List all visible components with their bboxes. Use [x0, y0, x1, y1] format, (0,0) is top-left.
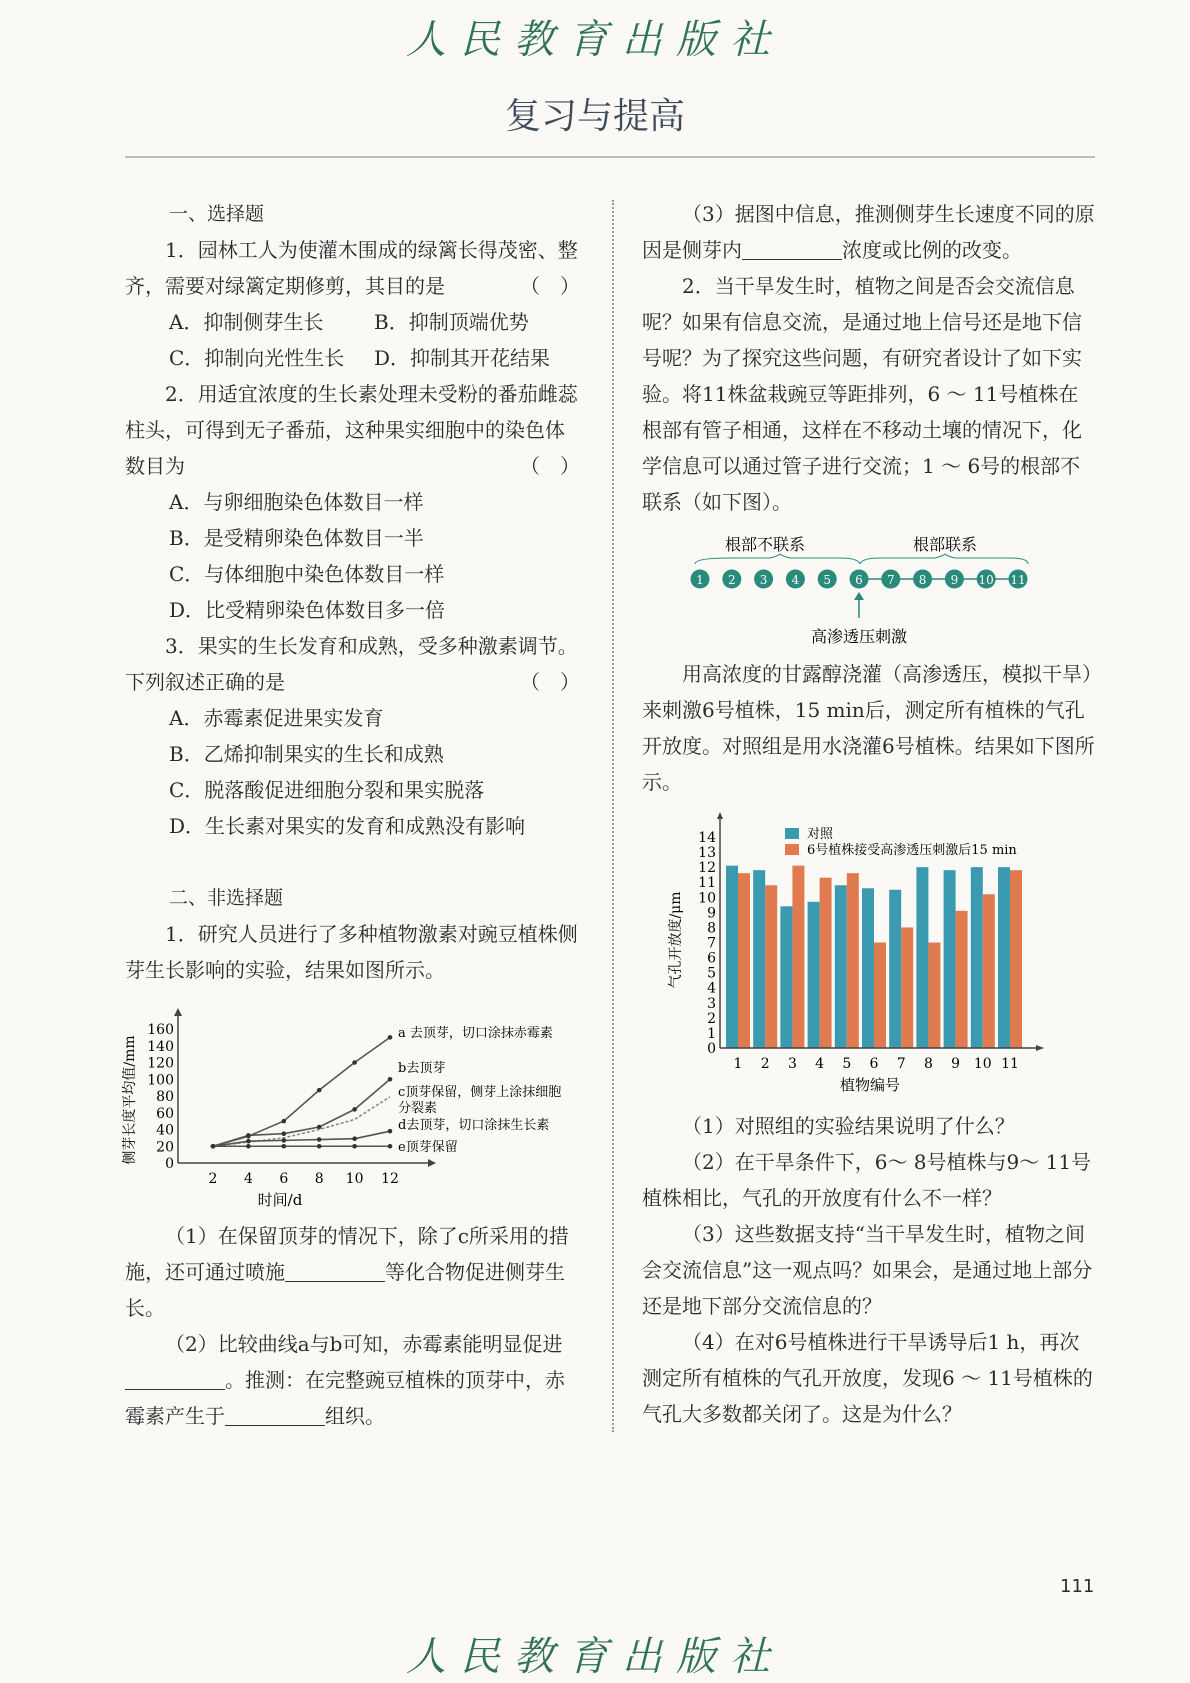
- legend-label: 对照: [807, 827, 834, 842]
- bar-chart: [660, 810, 1080, 1100]
- question-1: 1．园林工人为使灌木围成的绿篱长得茂密、整齐，需要对绿篱定期修剪，其目的是 （ ）: [125, 238, 580, 298]
- bar-treated-6: [874, 943, 886, 1048]
- column-divider: [612, 200, 614, 1432]
- y-tick-label: 11: [698, 875, 716, 892]
- x-tick-label: 3: [787, 1056, 797, 1072]
- line-chart: [120, 1000, 600, 1225]
- page-number: 111: [1060, 1576, 1095, 1597]
- y-tick-label: 120: [147, 1055, 174, 1072]
- x-tick-label: 4: [243, 1171, 253, 1187]
- data-point: [317, 1137, 322, 1142]
- bar-control-6: [862, 888, 874, 1048]
- y-tick-label: 5: [707, 965, 716, 982]
- title-rule: [125, 156, 1095, 158]
- q1-options: A．抑制侧芽生长 B．抑制顶端优势 C．抑制向光性生长 D．抑制其开花结果: [169, 310, 551, 370]
- bar-treated-10: [983, 894, 995, 1048]
- data-point: [246, 1144, 251, 1149]
- section-heading-nonchoice: 二、非选择题: [169, 887, 284, 909]
- y-tick-label: 140: [147, 1038, 174, 1055]
- answer-blank: [225, 1403, 325, 1426]
- plant-number: 5: [823, 573, 832, 587]
- label-connected: 根部联系: [912, 535, 978, 554]
- bar-treated-11: [1010, 870, 1022, 1048]
- bar-treated-7: [901, 927, 913, 1048]
- plant-number: 11: [1010, 573, 1026, 587]
- publisher-logo-bottom: 人民教育出版社: [406, 1634, 784, 1680]
- bar-control-10: [971, 867, 983, 1048]
- publisher-logo-top: 人民教育出版社: [406, 17, 784, 63]
- y-tick-label: 12: [698, 860, 716, 877]
- legend-swatch: [785, 844, 799, 855]
- bar-treated-8: [928, 943, 940, 1048]
- x-tick-label: 10: [345, 1171, 364, 1187]
- right-column: [642, 196, 1097, 520]
- subquestion-2: （2）比较曲线a与b可知，赤霉素能明显促进。推测：在完整豌豆植株的顶芽中，赤霉素产生于 组织。: [125, 1332, 565, 1428]
- subquestion-1: （1）在保留顶芽的情况下，除了c所采用的措施，还可通过喷施 等化合物促进侧芽生长。: [125, 1224, 569, 1320]
- y-tick-label: 13: [698, 845, 716, 862]
- brace-left: [695, 554, 860, 564]
- x-tick-label: 8: [314, 1171, 324, 1187]
- bar-treated-5: [847, 873, 859, 1048]
- y-tick-label: 9: [707, 905, 716, 922]
- bar-control-7: [889, 890, 901, 1048]
- x-tick-label: 4: [815, 1056, 825, 1072]
- plant-number: 6: [855, 573, 863, 587]
- bar-control-5: [835, 885, 847, 1048]
- x-tick-label: 11: [1001, 1056, 1019, 1072]
- bar-control-4: [808, 902, 820, 1048]
- brace-right: [860, 554, 1028, 564]
- stimulus-label: 高渗透压刺激: [810, 627, 908, 646]
- analysis-question: （3）这些数据支持“当干旱发生时，植物之间会交流信息”这一观点吗？如果会，是通过地上部分还是地下部分交流信息的？: [642, 1222, 1093, 1318]
- section-heading-choice: 一、选择题: [169, 203, 265, 225]
- bar-control-11: [998, 867, 1010, 1048]
- data-point: [211, 1144, 216, 1149]
- nonchoice-question-1: 1．研究人员进行了多种植物激素对豌豆植株侧芽生长影响的实验，结果如图所示。: [125, 922, 578, 982]
- plant-number: 1: [696, 573, 704, 587]
- y-tick-label: 0: [707, 1041, 716, 1057]
- y-axis-arrow: [174, 1008, 182, 1016]
- y-tick-label: 7: [707, 935, 716, 952]
- y-tick-label: 3: [707, 995, 716, 1012]
- bar-control-8: [916, 867, 928, 1048]
- data-point: [388, 1129, 393, 1134]
- plant-number: 8: [918, 573, 927, 587]
- y-axis-label: 侧芽长度平均值/mm: [122, 1035, 138, 1165]
- data-point: [317, 1144, 322, 1149]
- y-tick-label: 6: [707, 950, 716, 967]
- y-tick-label: 2: [707, 1010, 716, 1027]
- data-point: [317, 1088, 322, 1093]
- q2-option: A．与卵细胞染色体数目一样: [169, 490, 424, 514]
- analysis-question: （1）对照组的实验结果说明了什么？: [682, 1114, 1015, 1138]
- q3-option: D．生长素对果实的发育和成熟没有影响: [169, 814, 526, 838]
- bar-treated-4: [820, 878, 832, 1048]
- plant-number: 9: [950, 573, 959, 587]
- right-column-mid: [642, 656, 1097, 800]
- data-point: [388, 1035, 393, 1040]
- data-point: [317, 1125, 322, 1130]
- legend-swatch: [785, 828, 799, 839]
- left-column-bottom: [125, 1218, 580, 1434]
- y-tick-label: 20: [156, 1139, 174, 1156]
- y-tick-label: 40: [156, 1122, 174, 1139]
- y-tick-label: 1: [707, 1025, 716, 1042]
- bar-control-1: [726, 866, 738, 1048]
- data-point: [352, 1144, 357, 1149]
- q3-option: A．赤霉素促进果实发育: [169, 706, 384, 730]
- bar-control-3: [780, 906, 792, 1048]
- question-3: 3．果实的生长发育和成熟，受多种激素调节。下列叙述正确的是 （ ）: [125, 634, 580, 694]
- plant-number: 4: [791, 573, 800, 587]
- answer-blank: [285, 1259, 385, 1282]
- y-tick-label: 10: [698, 890, 716, 907]
- label-not-connected: 根部不联系: [724, 535, 806, 554]
- x-tick-label: 6: [869, 1056, 879, 1072]
- right-column-bottom: [642, 1108, 1097, 1432]
- q2-option: B．是受精卵染色体数目一半: [169, 526, 424, 550]
- y-tick-label: 0: [165, 1156, 174, 1172]
- x-tick-label: 7: [896, 1056, 906, 1072]
- plant-arrangement-diagram: [680, 520, 1060, 650]
- page-title: 复习与提高: [504, 96, 685, 137]
- data-point: [282, 1144, 287, 1149]
- x-axis-label: 时间/d: [257, 1191, 303, 1209]
- x-tick-label: 5: [842, 1056, 852, 1072]
- plant-number: 3: [759, 573, 768, 587]
- x-axis-label: 植物编号: [839, 1076, 901, 1094]
- x-axis-arrow: [428, 1159, 436, 1167]
- y-tick-label: 8: [707, 920, 716, 937]
- experiment-description: 用高浓度的甘露醇浇灌（高渗透压，模拟干旱）来刺激6号植株，15 min后，测定所有植株的气孔开放度。对照组是用水浇灌6号植株。结果如下图所示。: [642, 662, 1095, 794]
- subquestion-3: （3）据图中信息，推测侧芽生长速度不同的原因是侧芽内 浓度或比例的改变。: [642, 202, 1095, 262]
- series-label: c顶芽保留，侧芽上涂抹细胞: [398, 1085, 562, 1100]
- bar-control-9: [944, 870, 956, 1048]
- data-point: [388, 1144, 393, 1149]
- bar-treated-9: [956, 911, 968, 1048]
- data-point: [282, 1119, 287, 1124]
- x-tick-label: 6: [279, 1171, 289, 1187]
- y-tick-label: 80: [156, 1089, 174, 1105]
- answer-blank: [125, 1367, 225, 1390]
- y-axis-label: 气孔开放度/μm: [668, 891, 684, 989]
- data-point: [282, 1131, 287, 1136]
- series-label: b去顶芽: [398, 1061, 446, 1076]
- x-tick-label: 9: [951, 1056, 961, 1072]
- y-tick-label: 60: [156, 1105, 174, 1122]
- y-tick-label: 4: [707, 980, 716, 997]
- data-point: [352, 1136, 357, 1141]
- bar-treated-2: [765, 885, 777, 1048]
- plant-number: 7: [886, 573, 895, 587]
- data-point: [352, 1060, 357, 1065]
- left-column: [125, 196, 580, 988]
- q3-option: B．乙烯抑制果实的生长和成熟: [169, 742, 444, 766]
- analysis-question: （4）在对6号植株进行干旱诱导后1 h，再次测定所有植株的气孔开放度，发现6 ～ 11号植株的气孔大多数都关闭了。这是为什么？: [642, 1330, 1093, 1426]
- y-tick-label: 14: [698, 830, 716, 847]
- data-point: [282, 1138, 287, 1143]
- x-tick-label: 12: [381, 1171, 399, 1187]
- q2-option: D．比受精卵染色体数目多一倍: [169, 598, 446, 622]
- series-label-cont: 分裂素: [398, 1101, 438, 1116]
- plant-number: 2: [727, 573, 736, 587]
- q3-option: C．脱落酸促进细胞分裂和果实脱落: [169, 778, 485, 802]
- legend-label: 6号植株接受高渗透压刺激后15 min: [807, 843, 1017, 858]
- x-tick-label: 8: [923, 1056, 933, 1072]
- answer-blank: [742, 237, 842, 260]
- data-point: [388, 1077, 393, 1082]
- question-2: 2．用适宜浓度的生长素处理未受粉的番茄雌蕊柱头，可得到无子番茄，这种果实细胞中的染色体数目为 （ ）: [125, 382, 580, 478]
- y-tick-label: 160: [147, 1022, 174, 1038]
- series-label: d去顶芽，切口涂抹生长素: [398, 1118, 550, 1133]
- arrow-head: [854, 592, 864, 600]
- data-point: [352, 1107, 357, 1112]
- data-point: [246, 1133, 251, 1138]
- q2-option: C．与体细胞中染色体数目一样: [169, 562, 445, 586]
- x-tick-label: 1: [733, 1056, 743, 1072]
- bar-treated-1: [738, 873, 750, 1048]
- series-label: e顶芽保留: [398, 1140, 458, 1155]
- data-point: [246, 1139, 251, 1144]
- analysis-question: （2）在干旱条件下，6～ 8号植株与9～ 11号植株相比，气孔的开放度有什么不一样？: [642, 1150, 1092, 1210]
- plant-number: 10: [978, 573, 994, 587]
- x-tick-label: 2: [208, 1171, 218, 1187]
- nonchoice-question-2: 2．当干旱发生时，植物之间是否会交流信息呢？如果有信息交流，是通过地上信号还是地下信号呢？为了探究这些问题，有研究者设计了如下实验。将11株盆栽豌豆等距排列，6 ～ 11号植株在根部有管子相通，这样在不移动土壤的情况下，化学信息可以通过管子进行交流；1 ～ 6号的根部不联系（如下图）。: [642, 274, 1082, 514]
- y-tick-label: 100: [147, 1072, 174, 1089]
- bar-treated-3: [792, 866, 804, 1048]
- series-label: a 去顶芽，切口涂抹赤霉素: [398, 1026, 553, 1041]
- bar-control-2: [753, 870, 765, 1048]
- x-tick-label: 10: [973, 1056, 992, 1072]
- x-axis-arrow: [1036, 1045, 1044, 1051]
- x-tick-label: 2: [760, 1056, 770, 1072]
- y-axis-arrow: [717, 812, 723, 819]
